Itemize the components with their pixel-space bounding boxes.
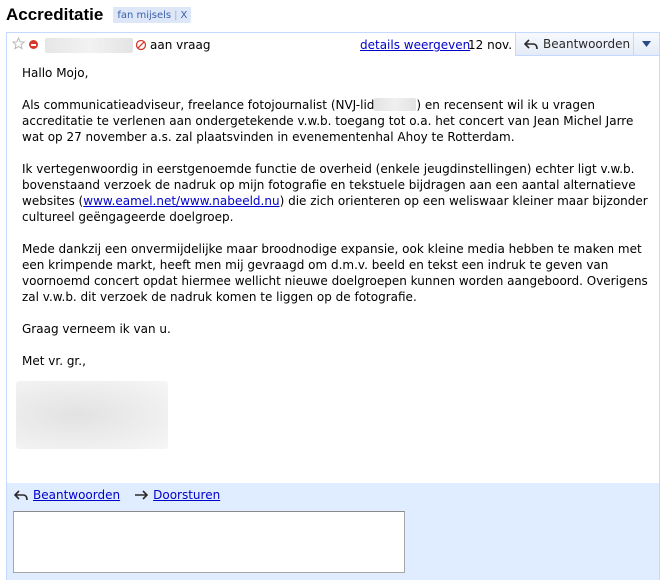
paragraph-3: Mede dankzij een onvermijdelijke maar broodnodige expansie, ook kleine media hebben te maken met een krimpende markt, heeft men mij gevraagd om d.m.v. beeld en tekst een indruk te geven van voornoemd concert opdat hiermee wellicht nieuwe doelgroepen kunnen worden aangeboord. Overigens zal v.w.b. dit verzoek de nadruk komen te liggen op de fotografie. xyxy=(22,242,648,304)
message-header xyxy=(7,33,659,57)
paragraph-1-start: Als communicatieadviseur, freelance fotojournalist (NVJ-lid xyxy=(22,98,375,112)
sender-name-redacted[interactable] xyxy=(45,38,133,53)
thread-header xyxy=(6,4,191,26)
reply-arrow-icon xyxy=(14,490,28,501)
quick-reply-input[interactable] xyxy=(13,511,405,573)
recipient-text: aan vraag xyxy=(150,38,211,52)
footer-forward-link[interactable] xyxy=(134,488,220,502)
subject-title: Accreditatie xyxy=(6,5,104,24)
paragraph-2-start: Ik vertegenwoordig in eerstgenoemde functie de overheid (enkele jeugdinstellingen) echter ligt v.w.b. bovenstaand verzoek de nadruk op mijn fotografie en tekstuele bijdragen aan een aantal alternatieve websites ( xyxy=(22,162,636,208)
paragraph-2-end: ) die zich orienteren op een weliswaar kleiner maar bijzonder cultureel geëngageerde doelgroep. xyxy=(22,194,648,224)
message-body xyxy=(22,65,652,385)
signature-redacted xyxy=(16,381,168,449)
chat-status-icon xyxy=(135,39,147,51)
reply-arrow-icon xyxy=(524,39,538,50)
reply-button[interactable] xyxy=(515,33,633,56)
footer-reply-label[interactable]: Beantwoorden xyxy=(33,488,121,502)
message-card xyxy=(6,32,660,580)
label-name[interactable]: fan mijsels xyxy=(117,9,172,21)
website-link[interactable]: www.eamel.net/www.nabeeld.nu xyxy=(83,194,280,208)
paragraph-4: Graag verneem ik van u. xyxy=(22,322,171,336)
forward-arrow-icon xyxy=(134,490,148,501)
footer-actions xyxy=(14,488,234,502)
reply-footer xyxy=(7,483,659,580)
details-link[interactable]: details weergeven xyxy=(360,38,471,52)
reply-button-label: Beantwoorden xyxy=(543,37,631,51)
member-number-redacted xyxy=(374,98,416,111)
dropdown-triangle-icon xyxy=(642,41,651,47)
greeting: Hallo Mojo, xyxy=(22,66,89,80)
label-separator: | xyxy=(174,9,178,21)
closing: Met vr. gr., xyxy=(22,354,86,368)
paragraph-1 xyxy=(22,97,652,145)
star-icon[interactable] xyxy=(12,37,25,50)
more-actions-button[interactable] xyxy=(633,33,659,56)
label-remove-button[interactable]: X xyxy=(180,9,188,21)
label-chip[interactable] xyxy=(113,7,191,23)
message-date: 12 nov. xyxy=(468,38,513,52)
paragraph-2 xyxy=(22,161,652,225)
footer-reply-link[interactable] xyxy=(14,488,120,502)
paragraph-1-end: ) en recensent wil ik u vragen accreditatie te verlenen aan ondergetekende v.w.b. toegang tot o.a. het concert van Jean Michel Jarre wat op 27 november a.s. zal plaatsvinden in evenementenhal Ahoy te Rotterdam. xyxy=(22,98,634,144)
block-icon xyxy=(29,40,38,49)
footer-forward-label[interactable]: Doorsturen xyxy=(153,488,221,502)
